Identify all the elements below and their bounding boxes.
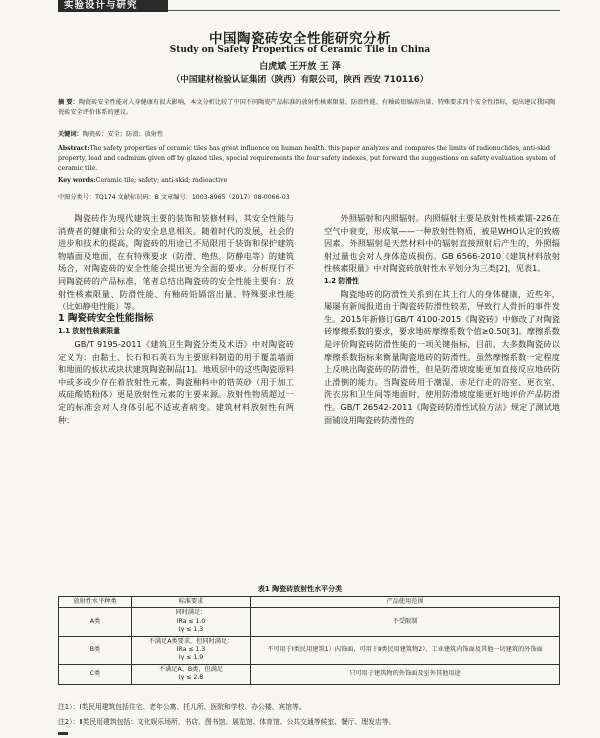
- keywords-english: [58, 176, 560, 186]
- req-line: Iγ ≤ 2.8: [178, 674, 204, 682]
- req-line: Iγ ≤ 1.3: [178, 626, 204, 634]
- table-cell-type: C类: [59, 664, 132, 684]
- req-line: 不满足A、B类，但满足: [158, 665, 224, 673]
- table-header-cell: 产品使用范围: [251, 597, 560, 608]
- keywords-english-label: Key words:: [58, 177, 96, 184]
- page-footer-mark: [58, 732, 68, 735]
- abstract-chinese-label: 摘 要：: [58, 99, 79, 106]
- subsection-heading-1-1: 1.1 放射性核素限量: [58, 327, 120, 336]
- paragraph-radionuclides: GB/T 9195-2011《建筑卫生陶瓷分类及术语》中对陶瓷砖定义为：由黏土、长石和石英石为主要原料制造的用于覆盖墙面和地面的板状或块状建筑陶瓷制品[1]。地质层中的这些陶瓷原料中或多或少存在着放射性元素，陶瓷釉料中的锆英砂（用于加工成硅酸锆粉体）更是放射性元素的主要来源。放射性物质超过一定的标准会对人身体引起不适或者病变。建筑材料放射性有两种：: [58, 338, 294, 425]
- table-cell-requirement: [132, 636, 251, 664]
- table-header-row: [59, 597, 560, 608]
- body-column-left: [58, 212, 294, 426]
- abstract-chinese-text: 陶瓷砖安全性能对人身健康有很大影响，本文分析比较了中国不同陶瓷产品标准的放射性核素限量、防滑性能、有釉砖铅镉溶出量、特殊要求四个安全性指标，提出建议我国陶瓷砖安全评价体系的建议。: [58, 99, 556, 116]
- table-cell-type: A类: [59, 608, 132, 636]
- paragraph-radiation-types: 外照辐射和内照辐射。内照辐射主要是放射性核素镭-226在空气中衰变，形成氡——一种放射性物质，被是WHO认定的致癌因素。外照辐射是天然材料中的辐射直接照射后产生的，外照辐射过量也会对人身体造成损伤。GB 6566-2010《建筑材料放射性核素限量》中对陶瓷砖放射性水平划分为三类[2]，见表1。: [324, 213, 560, 274]
- table-header-cell: 放射性水平种类: [59, 597, 132, 608]
- table-note-1: 注1）：Ⅰ类民用建筑包括住宅、老年公寓、托儿所、医院和学校、办公楼、宾馆等。: [58, 703, 306, 711]
- keywords-chinese-label: 关键词：: [58, 131, 83, 138]
- section-label: 实验设计与研究: [58, 0, 168, 12]
- table-cell-usage: 不可用于Ⅰ类民用建筑1）内饰面，可用于Ⅱ类民用建筑物2）、工业建筑内饰面及其他一切建筑的外饰面: [251, 636, 560, 664]
- table-cell-requirement: [132, 608, 251, 636]
- req-line: Iγ ≤ 1.9: [178, 654, 204, 662]
- title-chinese: 中国陶瓷砖安全性能研究分析: [209, 31, 391, 47]
- table-row: [59, 608, 560, 636]
- table-cell-usage: 不受限制: [251, 608, 560, 636]
- authors: 白虎斌 王开放 王 泽: [259, 62, 341, 72]
- table-note-2: 注2）：Ⅱ类民用建筑包括：文化娱乐场所、书店、图书馆、展览馆、体育馆、公共交通等候室、餐厅、理发店等。: [58, 718, 396, 726]
- radioactivity-table: [58, 596, 560, 685]
- section-heading-1: 1 陶瓷砖安全性能指标: [58, 312, 154, 324]
- body-column-right: [324, 212, 560, 426]
- intro-paragraph: 陶瓷砖作为现代建筑主要的装饰和装修材料，其安全性能与消费者的健康和公众的安全息息相关。随着时代的发展，社会的进步和技术的提高，陶瓷砖的用途已不局限用于装饰和保护建筑物墙面及地面，在有特殊要求（防滑、绝热、防静电等）的建筑场合，对陶瓷砖的安全性能会提出更为全面的要求。分析现行不同陶瓷砖的产品标准，笔者总结出陶瓷砖的安全性能主要有：放射性核素限量、防滑性能、有釉砖铅镉溶出量、特殊要求性能（比如静电性能）等。: [58, 213, 294, 312]
- abstract-english-label: Abstract:: [58, 145, 90, 152]
- header-rule: [168, 10, 560, 11]
- table-row: [59, 636, 560, 664]
- table-caption: 表1 陶瓷砖放射性水平分类: [257, 585, 343, 593]
- table-row: [59, 664, 560, 684]
- table-header-cell: 标准要求: [132, 597, 251, 608]
- req-line: 同时满足：: [175, 609, 207, 617]
- abstract-chinese: [58, 98, 560, 118]
- keywords-english-text: Ceramic tile; safety; anti-skid; radioactive: [95, 177, 228, 184]
- req-line: 不满足A类要求，但同时满足：: [148, 637, 234, 645]
- title-english: Study on Safety Propertics of Ceramic Tile in China: [169, 45, 431, 55]
- subsection-heading-1-2: 1.2 防滑性: [324, 276, 359, 285]
- affiliation: （中国建材检验认证集团（陕西）有限公司，陕西 西安 710116）: [171, 75, 429, 85]
- keywords-chinese-text: 陶瓷砖；安全；防滑；放射性: [82, 131, 164, 138]
- classification-line: 中图分类号：TQ174 文献标识码：B 文章编号：1003-8965（2017）08-0066-03: [58, 194, 290, 201]
- keywords-chinese: [58, 130, 560, 140]
- req-line: IRa ≤ 1.0: [176, 617, 206, 625]
- abstract-english-text: The safety properties of ceramic tiles has great influence on human health. this paper analyzes and compares the limits of radionuclides, anti-skid property, lead and cadmium given off by glazed tiles, special requirements the four safety indexes, put forward the suggestions on safety evaluation system of ceramic tile.: [58, 145, 556, 172]
- paragraph-anti-skid: 陶瓷地砖的防滑性关系到在其上行人的身体健康，近些年，屡屡有新闻报道由于陶瓷砖防滑性较差，导致行人骨折的事件发生。2015年新修订GB/T 4100-2015《陶瓷砖》中修改了对陶瓷砖摩擦系数的要求，要求地砖摩擦系数个值≥0.50[3]。摩擦系数是评价陶瓷砖防滑性能的一项关键指标，目前，大多数陶瓷砖以摩擦系数指标来衡量陶瓷地砖的防滑性。虽然摩擦系数一定程度上反映出陶瓷砖的防滑性，但是防滑坡度能更加直接反应地砖防止滑倒的能力。当陶瓷砖用于潮湿、赤足行走的浴室、更衣室、洗衣房和卫生间等地面时，使用防滑坡度能更好地评价产品防滑性。GB/T 26542-2011《陶瓷砖防滑性试验方法》规定了测试地面铺设用陶瓷砖防滑性的: [324, 288, 560, 425]
- req-line: IRa ≤ 1.3: [176, 646, 206, 654]
- abstract-english: [58, 144, 560, 174]
- table-cell-usage: 只可用于建筑物的外饰面及室外其他用途: [251, 664, 560, 684]
- table-cell-type: B类: [59, 636, 132, 664]
- table-cell-requirement: [132, 664, 251, 684]
